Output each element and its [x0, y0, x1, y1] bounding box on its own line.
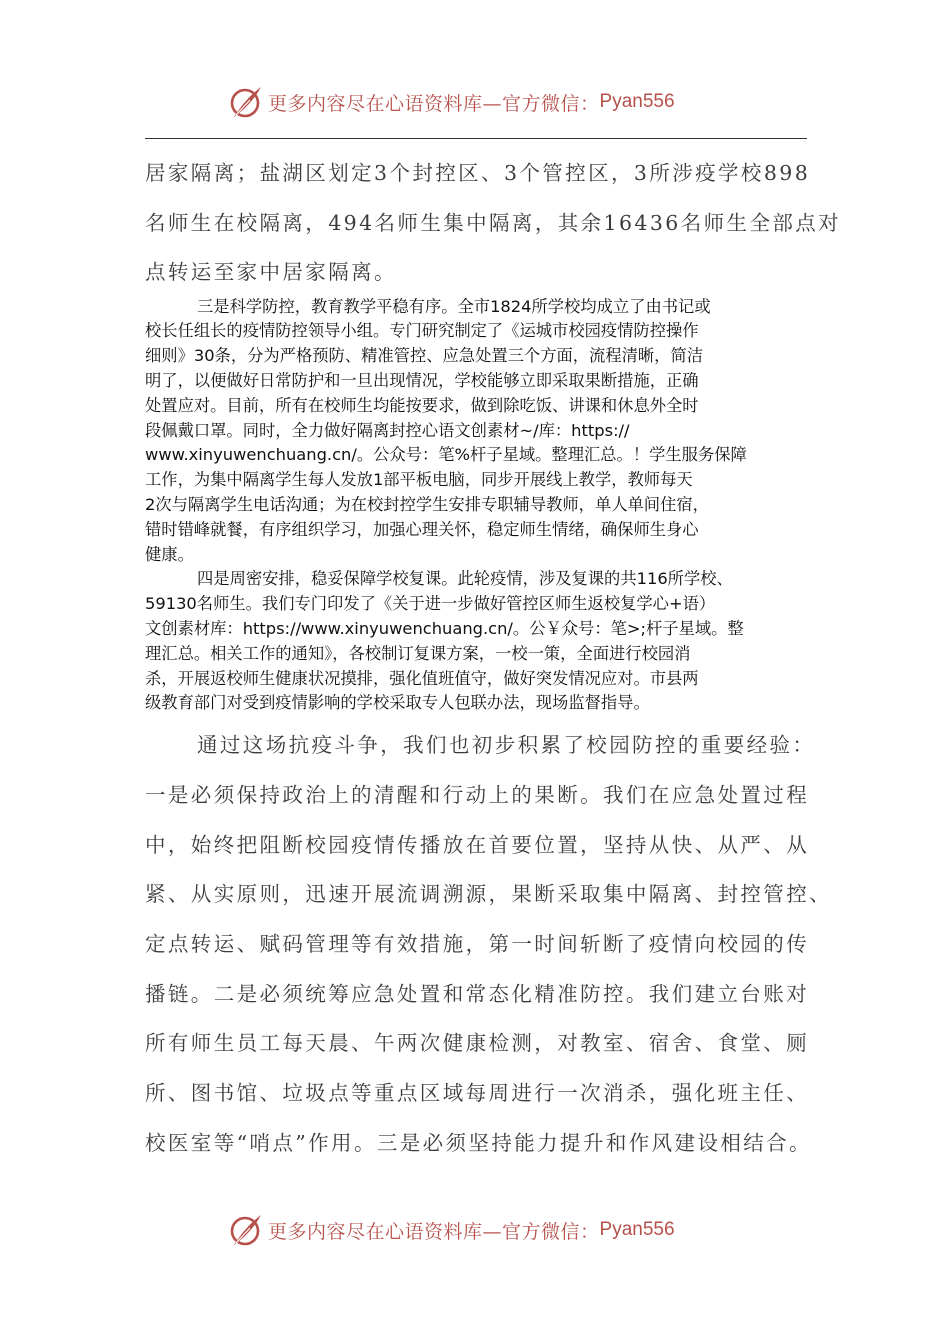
body-line: 校医室等“哨点”作用。三是必须坚持能力提升和作风建设相结合。 [145, 1131, 812, 1155]
quill-pen-icon [228, 84, 264, 120]
body-line: 错时错峰就餐，有序组织学习，加强心理关怀，稳定师生情绪，确保师生身心 [145, 520, 699, 539]
body-line: 播链。二是必须统筹应急处置和常态化精准防控。我们建立台账对 [145, 982, 810, 1006]
quill-pen-icon [228, 1212, 264, 1248]
body-line: 理汇总。相关工作的通知》，各校制订复课方案，一校一策，全面进行校园消 [145, 644, 691, 663]
body-line: 59130名师生。我们专门印发了《关于进一步做好管控区师生返校复学心+语） [145, 594, 716, 613]
body-line: 居家隔离；盐湖区划定3个封控区、3个管控区，3所涉疫学校898 [145, 161, 811, 185]
footer-wechat-id: Pyan556 [599, 1219, 675, 1240]
body-line: 点转运至家中居家隔离。 [145, 260, 397, 284]
body-line: 四是周密安排，稳妥保障学校复课。此轮疫情，涉及复课的共116所学校、 [197, 569, 733, 588]
body-line: 一是必须保持政治上的清醒和行动上的果断。我们在应急处置过程 [145, 783, 810, 807]
body-line: 中，始终把阻断校园疫情传播放在首要位置，坚持从快、从严、从 [145, 833, 810, 857]
body-line: 健康。 [145, 545, 194, 564]
body-line: www.xinyuwenchuang.cn/。公众号：笔%杆子星域。整理汇总。！学生服务保障 [145, 445, 747, 464]
body-line: 文创素材库：https://www.xinyuwenchuang.cn/。公￥众号：笔>;杆子星域。整 [145, 619, 744, 638]
body-line: 校长任组长的疫情防控领导小组。专门研究制定了《运城市校园疫情防控操作 [145, 321, 699, 340]
body-line: 三是科学防控，教育教学平稳有序。全市1824所学校均成立了由书记或 [197, 297, 711, 316]
body-line: 通过这场抗疫斗争，我们也初步积累了校园防控的重要经验： [197, 733, 816, 757]
body-line: 所、图书馆、垃圾点等重点区域每周进行一次消杀，强化班主任、 [145, 1081, 810, 1105]
header-wechat-id: Pyan556 [599, 91, 675, 112]
body-line: 所有师生员工每天晨、午两次健康检测，对教室、宿舍、食堂、厕 [145, 1031, 810, 1055]
body-line: 紧、从实原则，迅速开展流调溯源，果断采取集中隔离、封控管控、 [145, 882, 832, 906]
body-line: 定点转运、赋码管理等有效措施，第一时间斩断了疫情向校园的传 [145, 932, 810, 956]
header-divider [145, 138, 807, 139]
header-banner-text: 更多内容尽在心语资料库—官方微信： [268, 92, 600, 115]
body-line: 明了，以便做好日常防护和一旦出现情况，学校能够立即采取果断措施，正确 [145, 371, 699, 390]
footer-banner [228, 1210, 748, 1250]
body-line: 杀，开展返校师生健康状况摸排，强化值班值守，做好突发情况应对。市县两 [145, 669, 699, 688]
body-line: 细则》30条，分为严格预防、精准管控、应急处置三个方面，流程清晰，简洁 [145, 346, 704, 365]
body-line: 名师生在校隔离，494名师生集中隔离，其余16436名师生全部点对 [145, 211, 842, 235]
body-line: 2次与隔离学生电话沟通；为在校封控学生安排专职辅导教师，单人单间住宿， [145, 495, 709, 514]
body-line: 级教育部门对受到疫情影响的学校采取专人包联办法，现场监督指导。 [145, 693, 650, 712]
body-line: 处置应对。目前，所有在校师生均能按要求，做到除吃饭、讲课和休息外全时 [145, 396, 699, 415]
header-banner [228, 82, 748, 122]
footer-banner-text: 更多内容尽在心语资料库—官方微信： [268, 1220, 600, 1243]
body-line: 工作，为集中隔离学生每人发放1部平板电脑，同步开展线上教学，教师每天 [145, 470, 693, 489]
body-line: 段佩戴口罩。同时，全力做好隔离封控心语文创素材~/库：https:// [145, 421, 630, 440]
